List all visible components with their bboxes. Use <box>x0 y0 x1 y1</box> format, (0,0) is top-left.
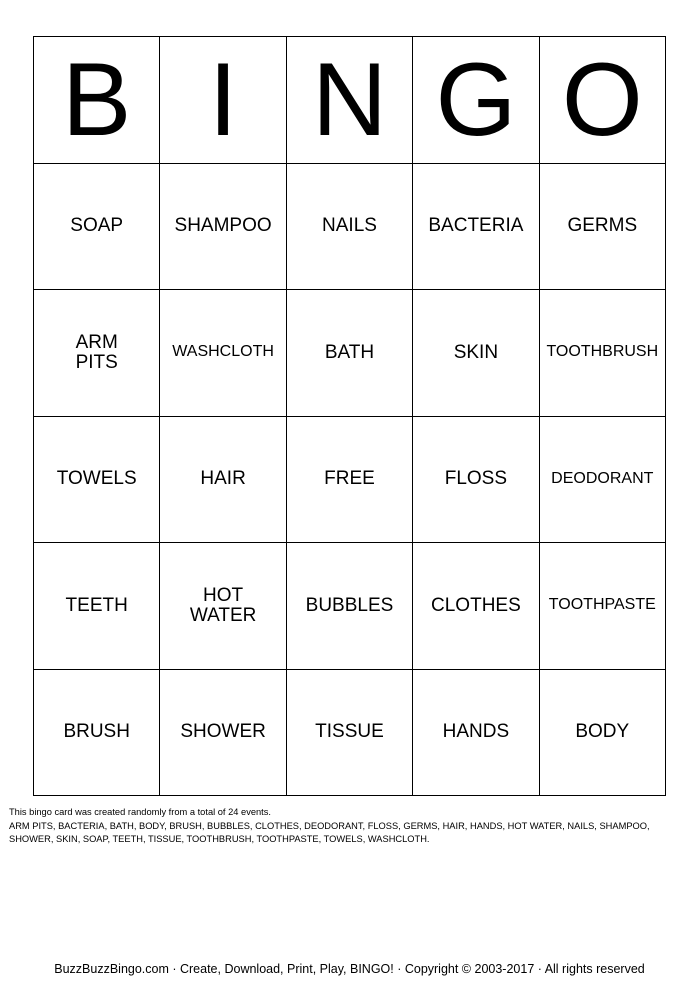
header-letter: I <box>208 41 238 158</box>
header-cell-g <box>413 37 539 164</box>
cell-word: TISSUE <box>315 721 384 743</box>
bingo-cell <box>160 543 286 670</box>
cell-word: WASHCLOTH <box>172 343 274 361</box>
free-cell <box>287 417 413 544</box>
bingo-cell <box>413 290 539 417</box>
cell-word: DEODORANT <box>551 469 654 487</box>
cell-word: BACTERIA <box>428 215 524 237</box>
header-cell-o <box>540 37 666 164</box>
cell-word: ARM PITS <box>75 331 118 373</box>
info-line: SHOWER, SKIN, SOAP, TEETH, TISSUE, TOOTHBRUSH, TOOTHPASTE, TOWELS, WASHCLOTH. <box>9 834 430 844</box>
bingo-cell <box>540 670 666 797</box>
cell-word: NAILS <box>322 215 377 237</box>
bingo-cell <box>413 164 539 291</box>
cell-word: SHAMPOO <box>174 215 272 237</box>
bingo-cell <box>160 417 286 544</box>
bingo-cell <box>34 290 160 417</box>
bingo-cell <box>287 543 413 670</box>
header-cell-b <box>34 37 160 164</box>
cell-word: BRUSH <box>63 721 130 743</box>
header-letter: G <box>435 41 517 158</box>
bingo-cell <box>413 543 539 670</box>
bingo-cell <box>34 543 160 670</box>
cell-word: TEETH <box>65 594 128 616</box>
bingo-cell <box>34 164 160 291</box>
cell-word: TOWELS <box>56 468 137 490</box>
info-line: This bingo card was created randomly from a total of 24 events. <box>9 807 271 817</box>
cell-word: HAIR <box>200 468 246 490</box>
bingo-cell <box>540 417 666 544</box>
bingo-cell <box>540 290 666 417</box>
cell-word: SOAP <box>70 215 124 237</box>
header-cell-n <box>287 37 413 164</box>
bingo-cell <box>413 417 539 544</box>
header-letter: N <box>311 41 388 158</box>
cell-word: FREE <box>324 468 375 490</box>
cell-word: BODY <box>575 721 630 743</box>
cell-word: SKIN <box>453 341 499 363</box>
info-line: ARM PITS, BACTERIA, BATH, BODY, BRUSH, BUBBLES, CLOTHES, DEODORANT, FLOSS, GERMS, HAIR, HANDS, HOT WATER, NAILS, SHAMPOO, <box>9 820 650 831</box>
bingo-cell <box>34 417 160 544</box>
bingo-cell <box>540 543 666 670</box>
header-cell-i <box>160 37 286 164</box>
bingo-cell <box>160 164 286 291</box>
bingo-cell <box>160 670 286 797</box>
cell-word: HANDS <box>442 721 510 743</box>
cell-word: TOOTHPASTE <box>548 596 656 614</box>
cell-word: BATH <box>324 341 375 363</box>
header-letter: O <box>561 41 643 158</box>
bingo-cell <box>287 290 413 417</box>
cell-word: GERMS <box>567 215 638 237</box>
cell-word: BUBBLES <box>305 594 394 616</box>
bingo-cell <box>160 290 286 417</box>
header-letter: B <box>62 41 132 158</box>
bingo-cell <box>540 164 666 291</box>
cell-word: TOOTHBRUSH <box>546 343 659 361</box>
bingo-cell <box>34 670 160 797</box>
cell-word: FLOSS <box>444 468 508 490</box>
cell-word: SHOWER <box>180 721 266 743</box>
cell-word: HOT WATER <box>189 584 257 626</box>
bingo-cell <box>287 164 413 291</box>
bingo-cell <box>287 670 413 797</box>
bingo-cell <box>413 670 539 797</box>
footer: BuzzBuzzBingo.com · Create, Download, Print, Play, BINGO! · Copyright © 2003-2017 · All rights reserved <box>54 962 645 976</box>
card-info <box>9 806 679 847</box>
bingo-card <box>33 36 666 796</box>
cell-word: CLOTHES <box>431 594 521 616</box>
